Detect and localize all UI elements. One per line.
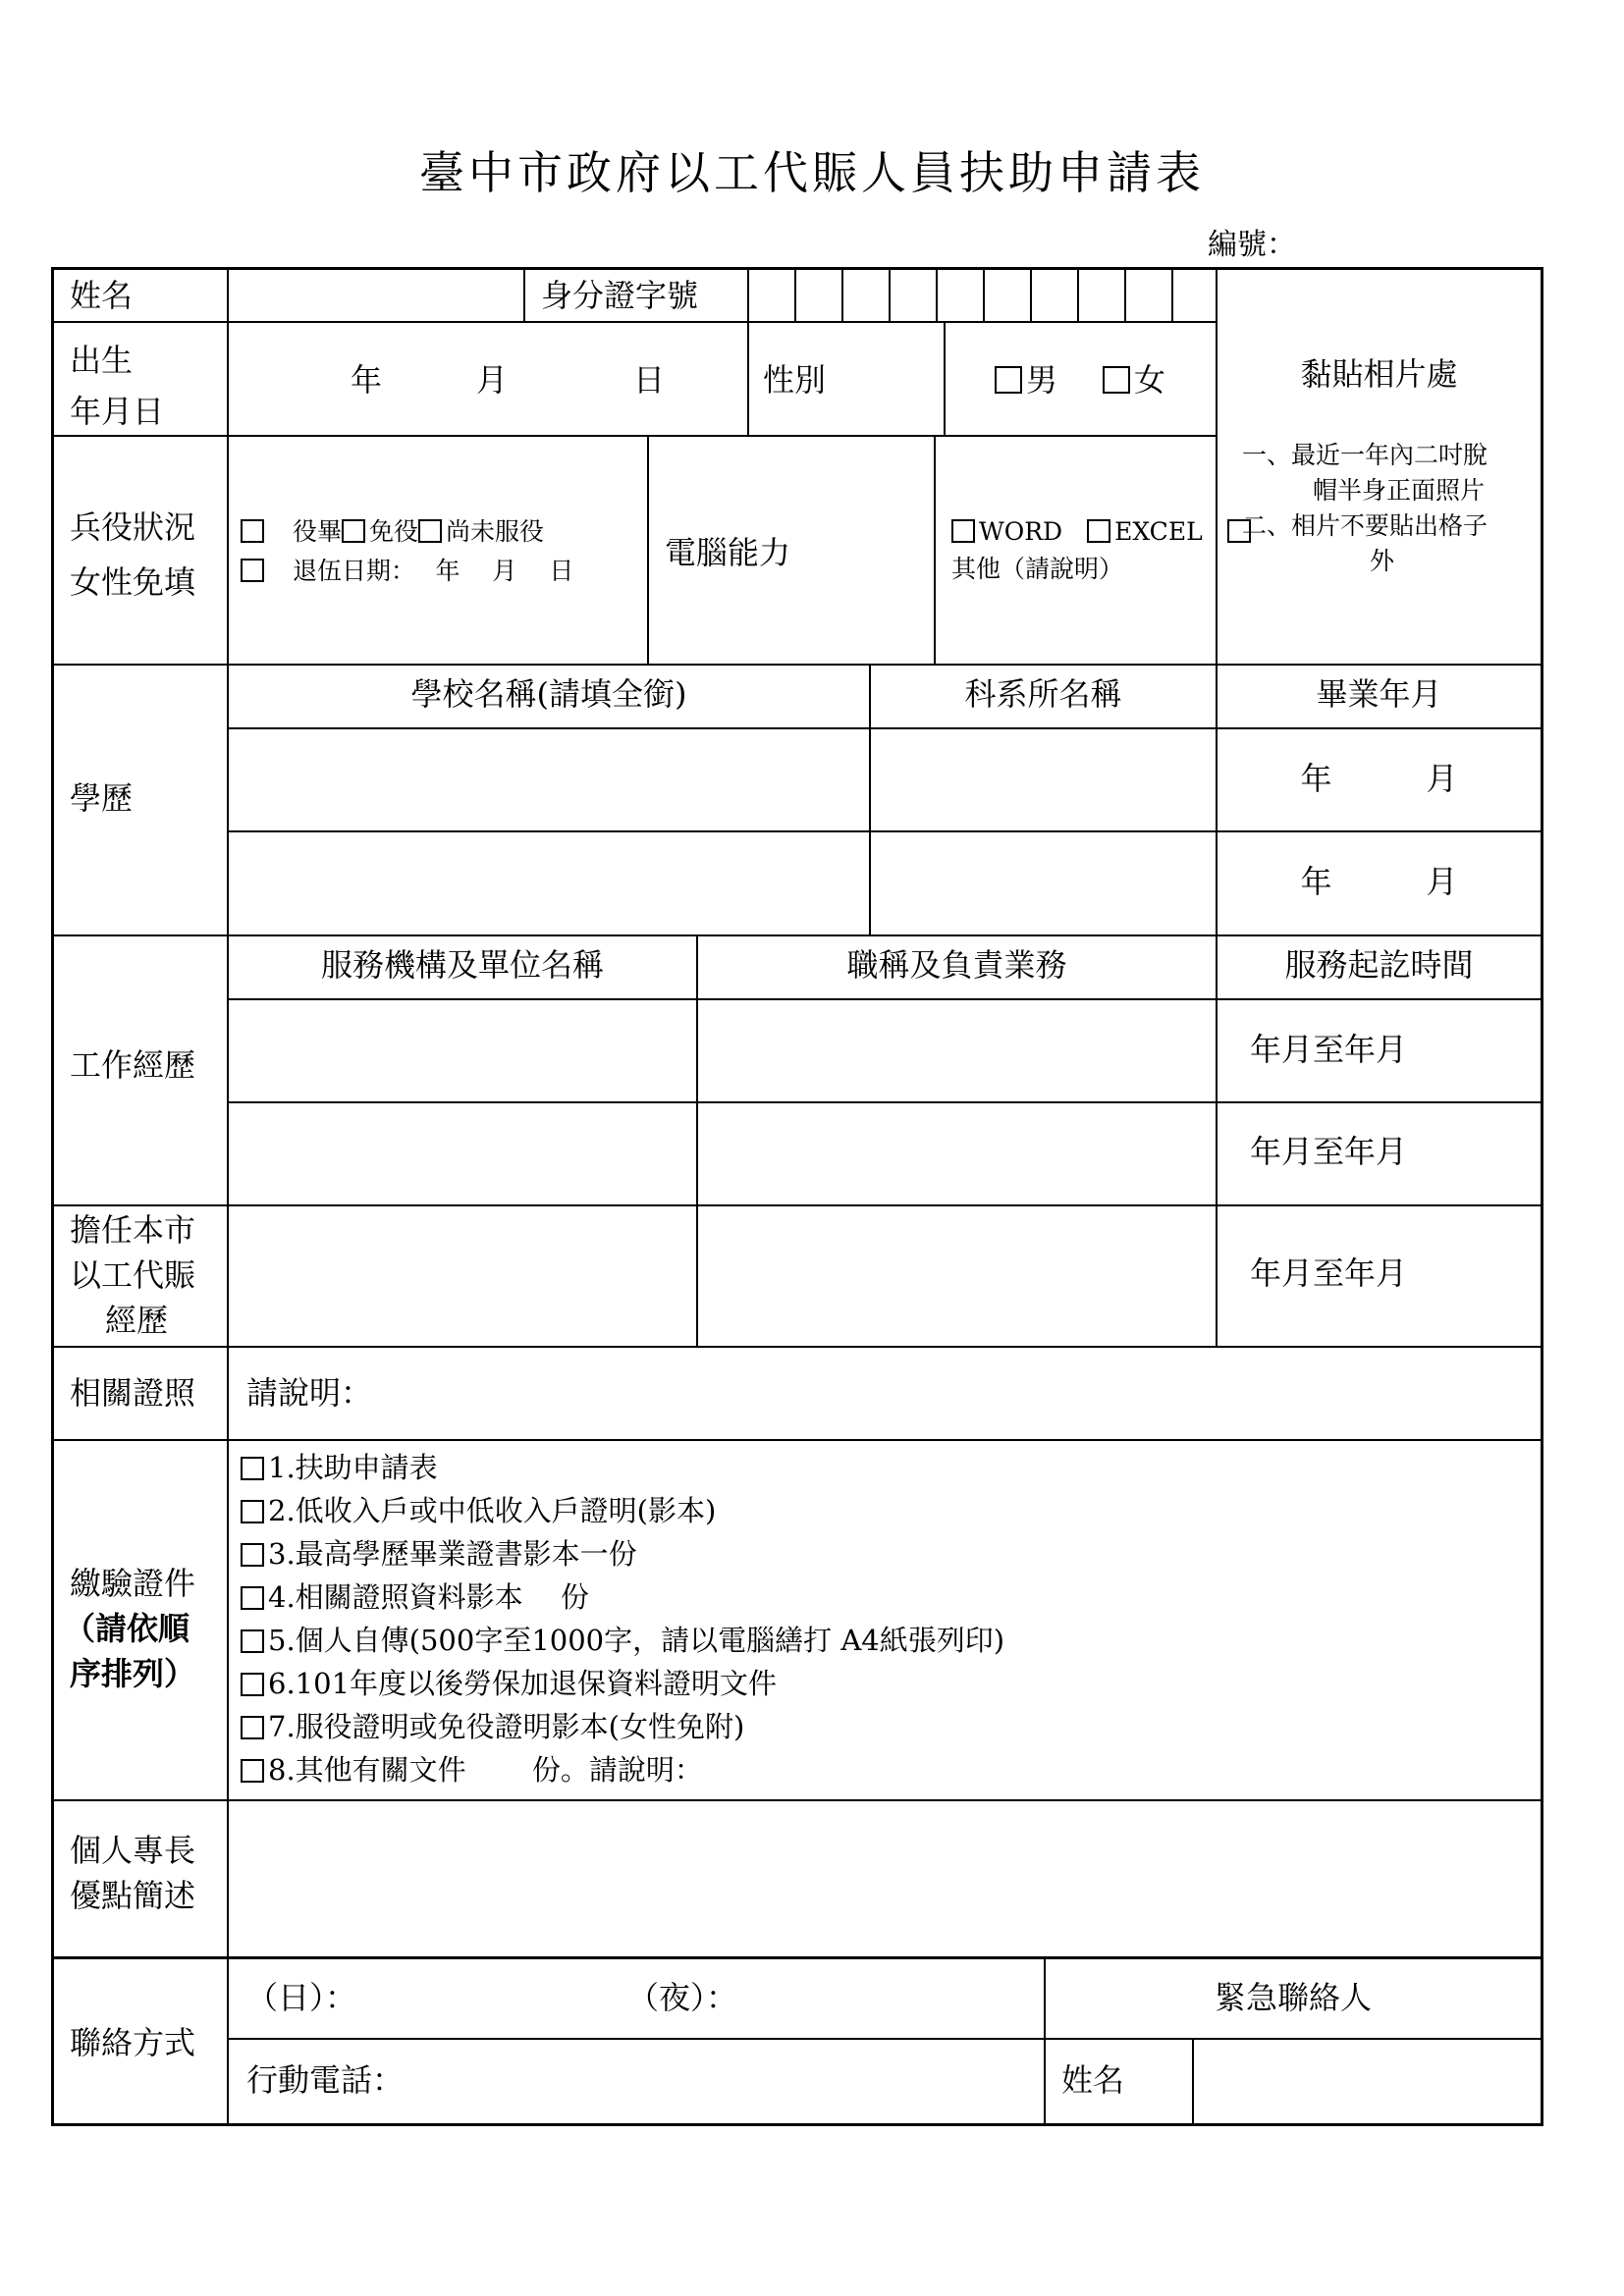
- military-exempt-label: 免役: [369, 517, 419, 546]
- night-phone-label[interactable]: （夜）：: [627, 1979, 738, 2016]
- document-checkbox[interactable]: [241, 1500, 264, 1523]
- computer-options[interactable]: [951, 515, 1255, 549]
- service-period-1[interactable]: 年月至年月: [1250, 1031, 1408, 1068]
- document-checkbox[interactable]: [241, 1759, 264, 1783]
- license-description[interactable]: 請說明：: [246, 1374, 373, 1412]
- document-item[interactable]: 6.101年度以後勞保加退保資料證明文件: [241, 1664, 777, 1703]
- service-period-2[interactable]: 年月至年月: [1250, 1133, 1408, 1170]
- photo-area-label: 黏貼相片處: [1300, 355, 1458, 393]
- photo-note-1b: 帽半身正面照片: [1313, 476, 1486, 505]
- word-label: WORD: [979, 517, 1063, 546]
- graduation-date-2[interactable]: 年 月: [1300, 863, 1458, 900]
- documents-label-1: 繳驗證件: [70, 1565, 196, 1602]
- work-experience-label: 工作經歷: [70, 1046, 196, 1084]
- photo-note-2a: 二、相片不要貼出格子: [1242, 511, 1489, 540]
- day-phone-label[interactable]: （日）：: [246, 1979, 357, 2016]
- retire-date-row[interactable]: [241, 555, 573, 588]
- document-item[interactable]: 3.最高學歷畢業證書影本一份: [241, 1534, 637, 1574]
- graduation-date-1[interactable]: 年 月: [1300, 760, 1458, 797]
- id-number-label: 身分證字號: [541, 277, 699, 314]
- document-checkbox[interactable]: [241, 1586, 264, 1610]
- document-checkbox[interactable]: [241, 1629, 264, 1653]
- military-label-2: 女性免填: [70, 563, 196, 601]
- retire-checkbox[interactable]: [241, 559, 264, 582]
- word-checkbox[interactable]: [951, 519, 975, 543]
- emergency-contact-header: 緊急聯絡人: [1214, 1979, 1372, 2016]
- retire-date-label: 退伍日期： 年 月 日: [293, 557, 574, 585]
- document-item[interactable]: 4.相關證照資料影本 份: [241, 1577, 589, 1617]
- serial-number-label: 編號：: [1208, 228, 1296, 262]
- document-checkbox[interactable]: [241, 1673, 264, 1696]
- form-title: 臺中市政府以工代賑人員扶助申請表: [419, 146, 1205, 199]
- emergency-name-label: 姓名: [1061, 2061, 1125, 2099]
- other-checkbox[interactable]: [1227, 519, 1251, 543]
- birth-date-field[interactable]: 年 月 日: [351, 361, 666, 399]
- name-label: 姓名: [70, 277, 134, 314]
- military-not-yet-checkbox[interactable]: [418, 519, 442, 543]
- skills-label-2: 優點簡述: [70, 1877, 196, 1914]
- application-form: [51, 267, 1543, 2126]
- birth-label-2: 年月日: [70, 393, 165, 430]
- service-period-3[interactable]: 年月至年月: [1250, 1255, 1408, 1292]
- military-done-checkbox[interactable]: [241, 519, 264, 543]
- excel-checkbox[interactable]: [1087, 519, 1110, 543]
- gender-label: 性別: [763, 361, 827, 399]
- organization-header: 服務機構及單位名稱: [320, 946, 604, 984]
- mobile-phone-label[interactable]: 行動電話：: [246, 2061, 405, 2099]
- license-label: 相關證照: [70, 1374, 196, 1412]
- male-checkbox[interactable]: [995, 366, 1022, 394]
- computer-other-label: 其他（請說明）: [951, 555, 1124, 583]
- department-header: 科系所名稱: [964, 675, 1122, 713]
- document-item[interactable]: 2.低收入戶或中低收入戶證明(影本): [241, 1491, 716, 1530]
- document-item[interactable]: 8.其他有關文件 份。請說明：: [241, 1750, 703, 1789]
- document-item[interactable]: 5.個人自傳(500字至1000字，請以電腦繕打 A4紙張列印): [241, 1621, 1004, 1660]
- female-label: 女: [1134, 361, 1166, 399]
- military-options[interactable]: [241, 515, 544, 549]
- city-experience-label-3: 經歷: [105, 1302, 169, 1339]
- birth-label-1: 出生: [70, 342, 134, 379]
- job-title-header: 職稱及負責業務: [846, 946, 1067, 984]
- skills-label-1: 個人專長: [70, 1832, 196, 1869]
- documents-label-2: （請依順: [64, 1610, 190, 1647]
- document-item[interactable]: 1.扶助申請表: [241, 1448, 438, 1487]
- photo-note-1a: 一、最近一年內二吋脫: [1242, 441, 1489, 469]
- document-checkbox[interactable]: [241, 1543, 264, 1567]
- city-experience-label-2: 以工代賑: [70, 1256, 196, 1294]
- female-checkbox[interactable]: [1103, 366, 1130, 394]
- photo-note-2b: 外: [1370, 547, 1395, 575]
- excel-label: EXCEL: [1114, 517, 1203, 546]
- military-not-yet-label: 尚未服役: [446, 517, 545, 546]
- military-done-label: 役畢: [293, 517, 343, 546]
- document-checkbox[interactable]: [241, 1457, 264, 1480]
- military-label-1: 兵役狀況: [70, 508, 196, 546]
- education-label: 學歷: [70, 779, 134, 817]
- documents-label-3: 序排列）: [70, 1655, 196, 1692]
- service-period-header: 服務起訖時間: [1284, 946, 1474, 984]
- male-label: 男: [1026, 361, 1058, 399]
- document-checkbox[interactable]: [241, 1716, 264, 1739]
- computer-skill-label: 電腦能力: [665, 534, 791, 571]
- contact-label: 聯絡方式: [70, 2024, 196, 2061]
- school-name-header: 學校名稱(請填全銜): [410, 675, 687, 713]
- military-exempt-checkbox[interactable]: [342, 519, 365, 543]
- graduation-header: 畢業年月: [1316, 675, 1442, 713]
- city-experience-label-1: 擔任本市: [70, 1211, 196, 1249]
- document-item[interactable]: 7.服役證明或免役證明影本(女性免附): [241, 1707, 744, 1746]
